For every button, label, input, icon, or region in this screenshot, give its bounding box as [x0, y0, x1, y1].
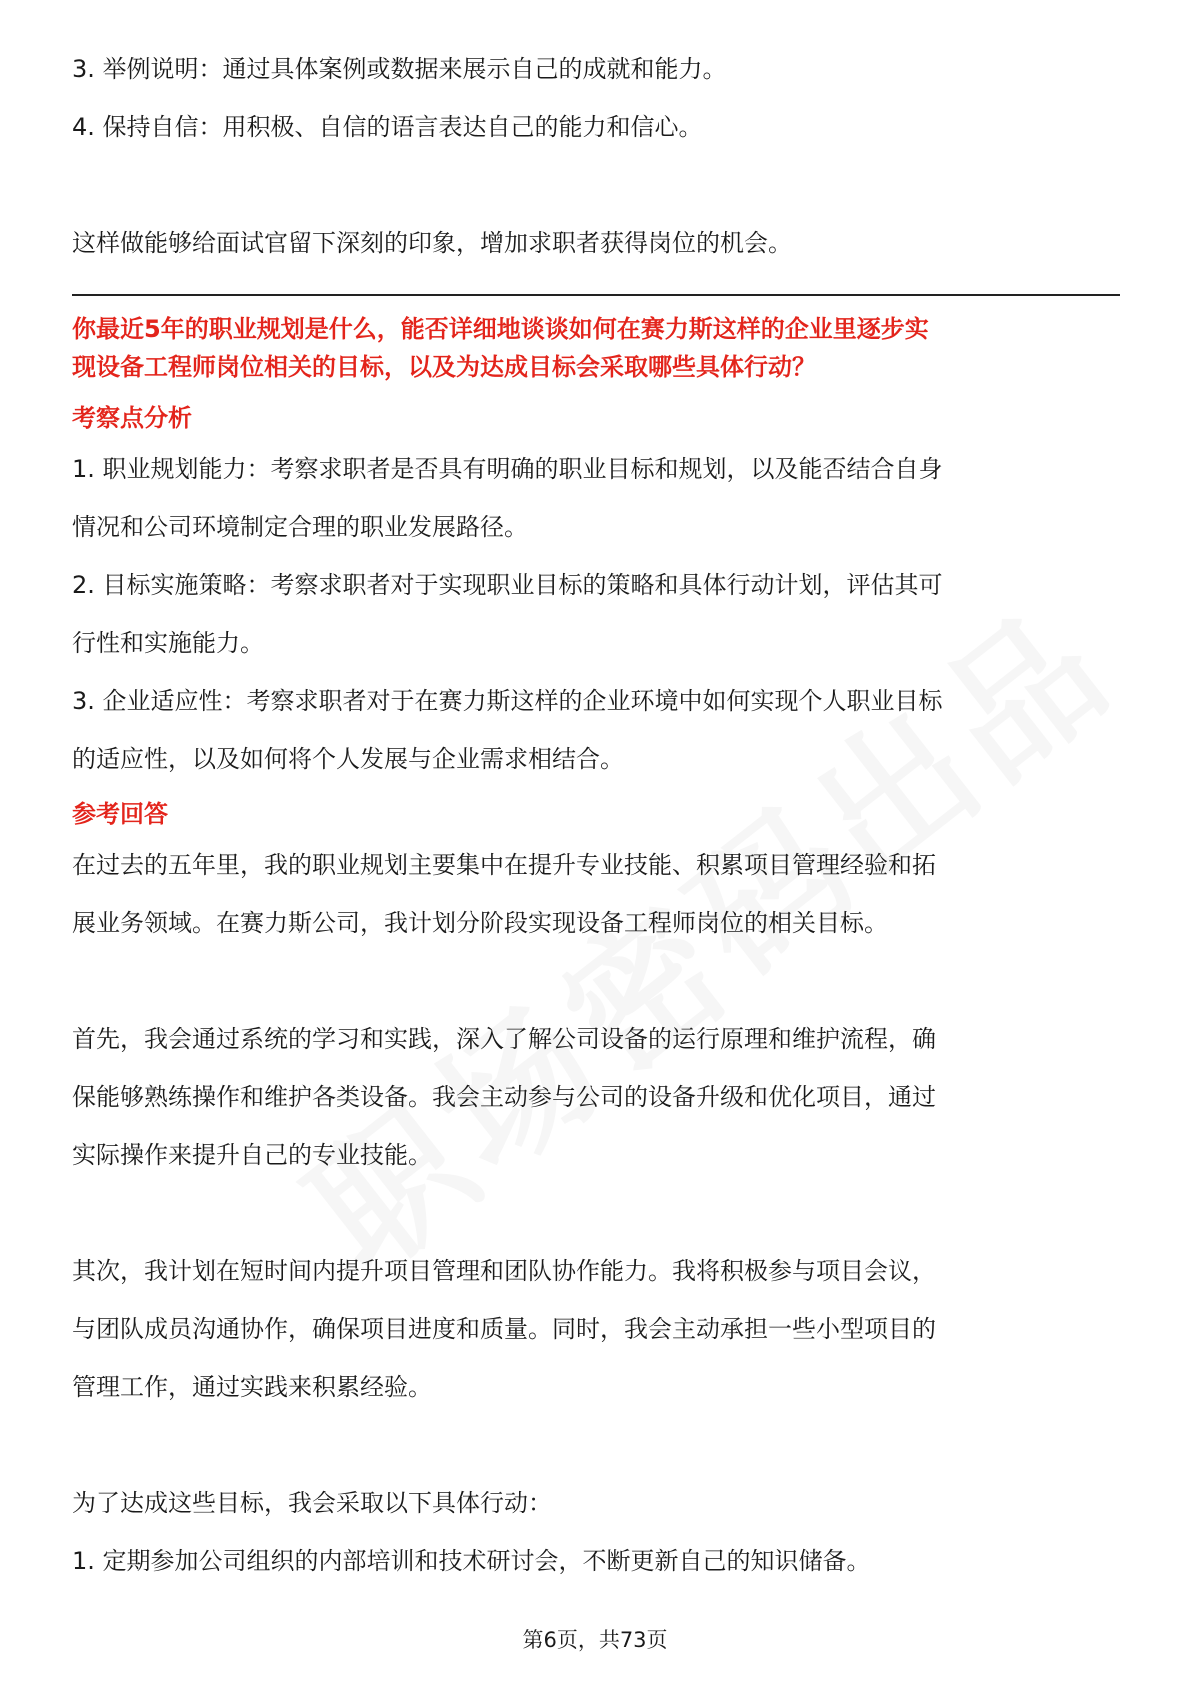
answer-line: 1. 定期参加公司组织的内部培训和技术研讨会，不断更新自己的知识储备。	[72, 1547, 871, 1575]
answer-line: 与团队成员沟通协作，确保项目进度和质量。同时，我会主动承担一些小型项目的	[72, 1315, 936, 1343]
list-item: 4. 保持自信：用积极、自信的语言表达自己的能力和信心。	[72, 113, 703, 141]
question-line: 你最近5年的职业规划是什么，能否详细地谈谈如何在赛力斯这样的企业里逐步实	[72, 315, 929, 343]
analysis-line: 行性和实施能力。	[72, 629, 264, 657]
section-divider	[72, 294, 1120, 296]
answer-line: 为了达成这些目标，我会采取以下具体行动：	[72, 1489, 552, 1517]
page-number: 第6页，共73页	[522, 1628, 668, 1652]
list-item: 3. 举例说明：通过具体案例或数据来展示自己的成就和能力。	[72, 55, 727, 83]
document-page	[72, 40, 1120, 1590]
answer-line: 其次，我计划在短时间内提升项目管理和团队协作能力。我将积极参与项目会议，	[72, 1257, 936, 1285]
analysis-line: 的适应性，以及如何将个人发展与企业需求相结合。	[72, 745, 624, 773]
interview-question	[72, 310, 1120, 386]
closing-paragraph: 这样做能够给面试官留下深刻的印象，增加求职者获得岗位的机会。	[72, 229, 792, 257]
analysis-line: 1. 职业规划能力：考察求职者是否具有明确的职业目标和规划，以及能否结合自身	[72, 455, 943, 483]
analysis-line: 情况和公司环境制定合理的职业发展路径。	[72, 513, 528, 541]
answer-line: 管理工作，通过实践来积累经验。	[72, 1373, 432, 1401]
question-line: 现设备工程师岗位相关的目标，以及为达成目标会采取哪些具体行动？	[72, 353, 816, 381]
answer-heading: 参考回答	[72, 800, 168, 828]
analysis-line: 2. 目标实施策略：考察求职者对于实现职业目标的策略和具体行动计划，评估其可	[72, 571, 943, 599]
analysis-heading: 考察点分析	[72, 404, 192, 432]
analysis-line: 3. 企业适应性：考察求职者对于在赛力斯这样的企业环境中如何实现个人职业目标	[72, 687, 943, 715]
answer-line: 首先，我会通过系统的学习和实践，深入了解公司设备的运行原理和维护流程，确	[72, 1025, 936, 1053]
answer-line: 在过去的五年里，我的职业规划主要集中在提升专业技能、积累项目管理经验和拓	[72, 851, 936, 879]
answer-line: 实际操作来提升自己的专业技能。	[72, 1141, 432, 1169]
answer-line: 保能够熟练操作和维护各类设备。我会主动参与公司的设备升级和优化项目，通过	[72, 1083, 936, 1111]
answer-line: 展业务领域。在赛力斯公司，我计划分阶段实现设备工程师岗位的相关目标。	[72, 909, 888, 937]
